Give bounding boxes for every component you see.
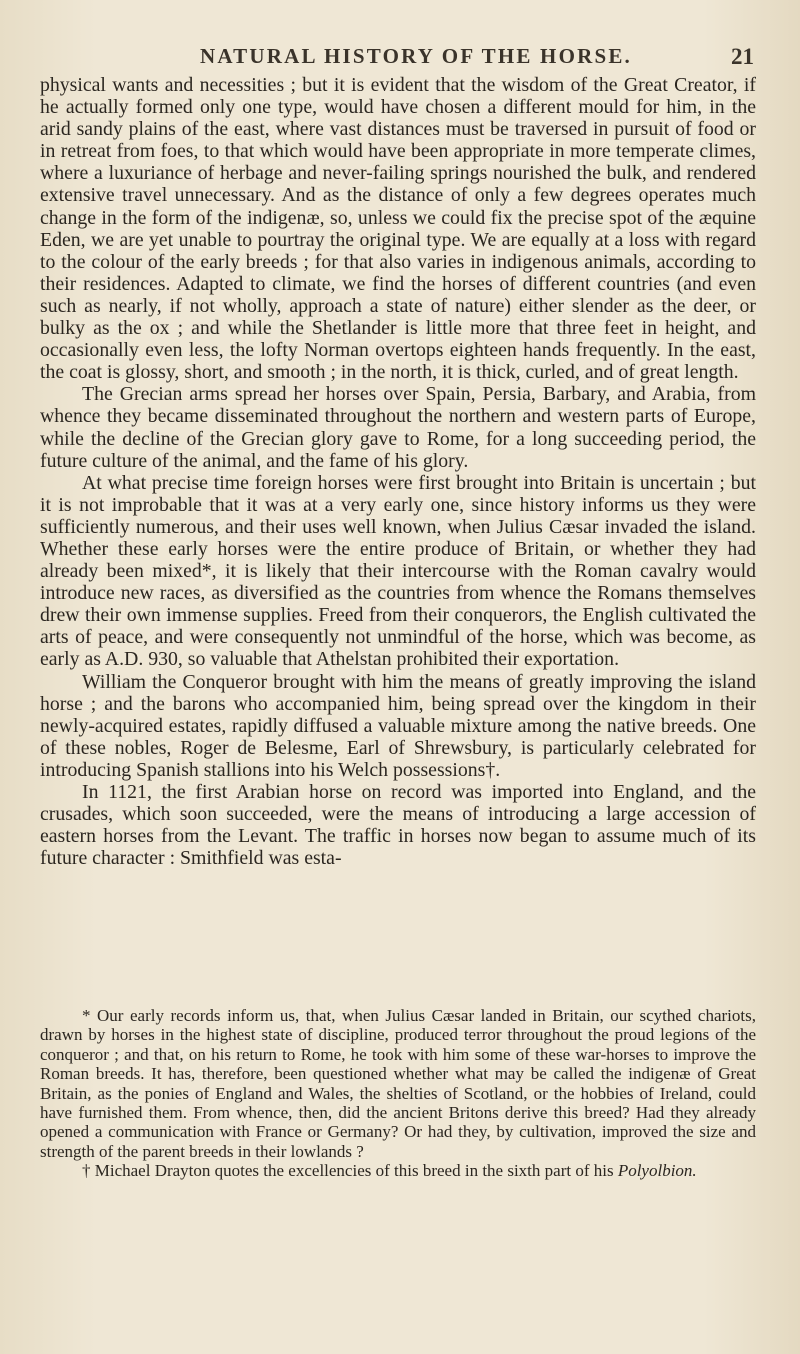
paragraph: At what precise time foreign horses were first brought into Britain is uncertain ; but it is not improbable that it was at a very early one, since history informs us they were sufficiently numerous, and their uses well known, when Julius Cæsar invaded the island. Whether these early horses were the entire produce of Britain, or whether they had already been mixed*, it is likely that their intercourse with the Roman cavalry would introduce new races, as diversified as the countries from whence the Romans themselves drew their own immense supplies. Freed from their conquerors, the English cultivated the arts of peace, and were consequently not unmindful of the horse, which was become, as early as A.D. 930, so valuable that Athelstan prohibited their exportation.	[40, 471, 756, 671]
running-title: NATURAL HISTORY OF THE HORSE.	[200, 44, 633, 68]
paragraph: In 1121, the first Arabian horse on record was imported into England, and the crusades, which soon succeeded, were the means of introducing a large accession of eastern horses from the Levant. The traffic in horses now began to assume much of its future character : Smithfield was esta-	[40, 781, 756, 870]
page-header	[40, 44, 756, 74]
paragraph: physical wants and necessities ; but it is evident that the wisdom of the Great Creator, if he actually formed only one type, would have chosen a different mould for him, in the arid sandy plains of the east, where vast distances must be traversed in pursuit of food or in retreat from foes, to that which would have been appropriate in more temperate climes, where a luxuriance of herbage and never-failing springs nourished the bulk, and rendered extensive travel unnecessary. And as the distance of only a few degrees operates much change in the form of the indigenæ, so, unless we could fix the precise spot of the æquine Eden, we are yet unable to pourtray the original type. We are equally at a loss with regard to the colour of the early breeds ; for that also varies in indigenous animals, according to their residences. Adapted to climate, we find the horses of different countries (and even such as nearly, if not wholly, approach a state of nature) either slender as the deer, or bulky as the ox ; and while the Shetlander is little more that three feet in height, and occasionally even less, the lofty Norman overtops eighteen hands frequently. In the east, the coat is glossy, short, and smooth ; in the north, it is thick, curled, and of great length.	[40, 74, 756, 384]
paragraph: The Grecian arms spread her horses over Spain, Persia, Barbary, and Arabia, from whence they became disseminated throughout the northern and western parts of Europe, while the decline of the Grecian glory gave to Rome, for a long succeeding period, the future culture of the animal, and the fame of his glory.	[40, 383, 756, 472]
footnotes	[40, 1006, 756, 1181]
footnote	[40, 1161, 756, 1180]
footnote: * Our early records inform us, that, when Julius Cæsar landed in Britain, our scythed chariots, drawn by horses in the highest state of discipline, produced terror throughout the proud legions of the conqueror ; and that, on his return to Rome, he took with him some of these war-horses to improve the Roman breeds. It has, therefore, been questioned whether what may be called the indigenæ of Great Britain, as the ponies of England and Wales, the shelties of Scotland, or the hobbies of Ireland, could have furnished them. From whence, then, did the ancient Britons derive this breed? Had they already opened a communication with France or Germany? Or had they, by cultivation, improved the size and strength of the parent breeds in their lowlands ?	[40, 1006, 756, 1161]
body-text	[40, 74, 756, 869]
paragraph: William the Conqueror brought with him the means of greatly improving the island horse ; and the barons who accompanied him, being spread over the kingdom in their newly-acquired estates, rapidly diffused a valuable mixture among the native breeds. One of these nobles, Roger de Belesme, Earl of Shrewsbury, is particularly celebrated for introducing Spanish stallions into his Welch possessions†.	[40, 670, 756, 781]
footnote-text: † Michael Drayton quotes the excellencies of this breed in the sixth part of his	[82, 1161, 618, 1181]
footnote-italic-title: Polyolbion.	[617, 1161, 697, 1181]
page-number: 21	[731, 44, 754, 69]
